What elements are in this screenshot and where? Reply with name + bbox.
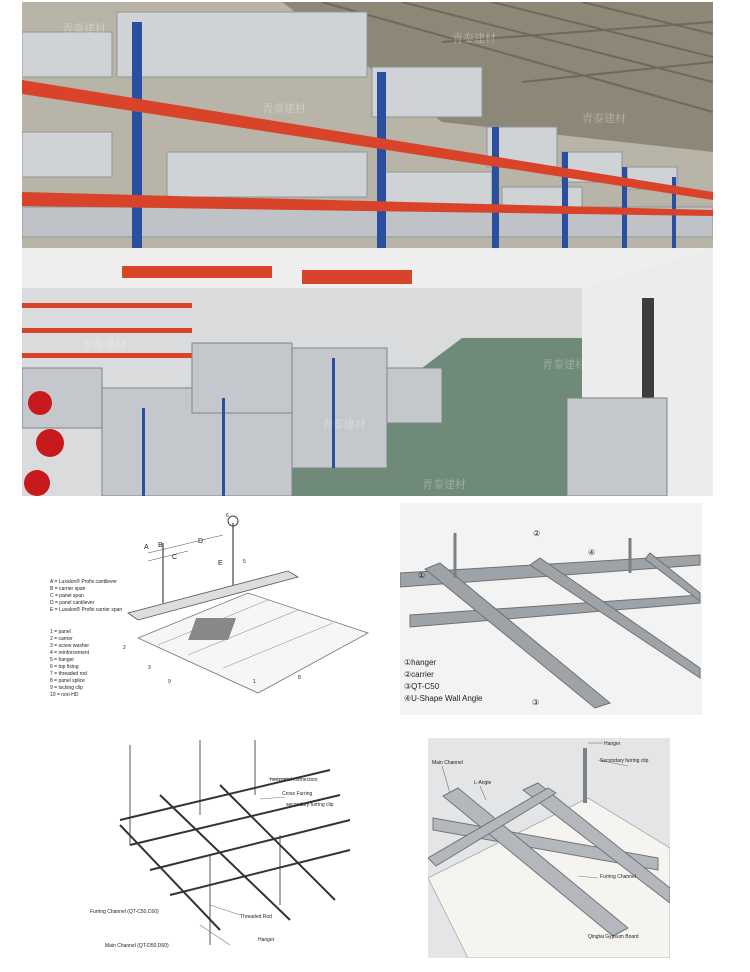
callout-circle: ② bbox=[533, 529, 541, 538]
warehouse-rack-illustration bbox=[22, 2, 713, 248]
label-secondary-furring-clip: secondary furring clip bbox=[286, 802, 334, 808]
svg-text:青泰建材: 青泰建材 bbox=[262, 102, 306, 115]
svg-text:青泰建材: 青泰建材 bbox=[452, 32, 496, 45]
legend-item: ④U-Shape Wall Angle bbox=[404, 694, 483, 703]
ceiling-grid-line-drawing bbox=[90, 735, 390, 960]
svg-text:青泰建材: 青泰建材 bbox=[82, 338, 126, 351]
callout-number: 5 bbox=[243, 559, 246, 565]
label-furring-channel: Furring Channel (QT-C50,C60) bbox=[90, 909, 159, 915]
legend-number-item: 5 = hanger bbox=[50, 657, 75, 663]
legend-number-item: 7 = threaded rod bbox=[50, 671, 87, 677]
legend-number-item: 2 = carrier bbox=[50, 636, 73, 642]
legend-item: ③QT-C50 bbox=[404, 682, 440, 691]
legend-letter-item: E = Luxalon® Profix carrier span bbox=[50, 607, 123, 613]
callout-number: 2 bbox=[123, 645, 126, 651]
callout-circle: ③ bbox=[532, 698, 540, 707]
dim-letter: D bbox=[198, 538, 204, 545]
svg-text:青泰建材: 青泰建材 bbox=[582, 112, 626, 125]
legend-number-item: 3 = screw washer bbox=[50, 643, 90, 649]
svg-text:青泰建材: 青泰建材 bbox=[422, 478, 466, 491]
label-gypsum-board: Qingtai Gypsum Board bbox=[588, 934, 639, 940]
label-main-channel: Main Channel (QT-D50,D60) bbox=[105, 943, 169, 949]
legend-number-item: 9 = locking clip bbox=[50, 685, 83, 691]
legend-letter-item: B = carrier span bbox=[50, 586, 86, 592]
callout-circle: ④ bbox=[588, 548, 596, 557]
callout-number: 3 bbox=[148, 665, 151, 671]
ceiling-system-render bbox=[428, 738, 670, 958]
label-l-angle: L-Angle bbox=[474, 780, 492, 786]
legend-number-item: 10 = non-HD bbox=[50, 692, 79, 698]
warehouse-rack-photo bbox=[22, 2, 713, 248]
label-hanger: Hanger bbox=[604, 741, 621, 747]
label-furring-channel: Furring Channel bbox=[600, 874, 636, 880]
steel-frame-drawing bbox=[400, 503, 702, 715]
callout-circle: ① bbox=[418, 571, 426, 580]
callout-number: 6 bbox=[226, 513, 229, 519]
panel-ceiling-drawing bbox=[48, 503, 390, 721]
legend-item: ①hanger bbox=[404, 658, 437, 667]
legend-number-item: 4 = reinforcement bbox=[50, 650, 90, 656]
ceiling-system-render-drawing bbox=[428, 738, 670, 958]
svg-text:青泰建材: 青泰建材 bbox=[542, 358, 586, 371]
callout-number: 9 bbox=[168, 679, 171, 685]
dim-letter: C bbox=[172, 554, 178, 561]
label-cross-furring: Cross Furring bbox=[282, 791, 313, 797]
svg-text:青泰建材: 青泰建材 bbox=[322, 418, 366, 431]
factory-floor-photo bbox=[22, 248, 713, 496]
legend-item: ②carrier bbox=[404, 670, 434, 679]
label-main-channel: Main Channel bbox=[432, 760, 463, 766]
legend-letter-item: D = panel cantilever bbox=[50, 600, 95, 606]
label-horizontal-connectors: horizontal connectors bbox=[270, 777, 318, 783]
legend-number-item: 6 = top fixing bbox=[50, 664, 79, 670]
legend-letter-item: C = panel span bbox=[50, 593, 84, 599]
dim-letter: E bbox=[218, 560, 223, 567]
factory-floor-illustration bbox=[22, 248, 713, 496]
label-secondary-furring-clip: Secondary furring clip bbox=[600, 758, 649, 764]
dim-letter: A bbox=[144, 544, 149, 551]
legend-number-item: 1 = panel bbox=[50, 629, 71, 635]
label-hanger: Hanger bbox=[258, 937, 275, 943]
callout-number: 8 bbox=[298, 675, 301, 681]
dim-letter: B bbox=[158, 542, 163, 549]
callout-number: 1 bbox=[253, 679, 256, 685]
label-threaded-rod: Threaded Rod bbox=[240, 914, 272, 920]
ceiling-grid-line-diagram bbox=[90, 735, 390, 960]
svg-text:青泰建材: 青泰建材 bbox=[62, 22, 106, 35]
legend-number-item: 8 = panel splice bbox=[50, 678, 85, 684]
panel-ceiling-diagram bbox=[48, 503, 390, 721]
steel-frame-diagram bbox=[400, 503, 702, 715]
legend-letter-item: A = Luxalon® Profix cantilever bbox=[50, 579, 117, 585]
